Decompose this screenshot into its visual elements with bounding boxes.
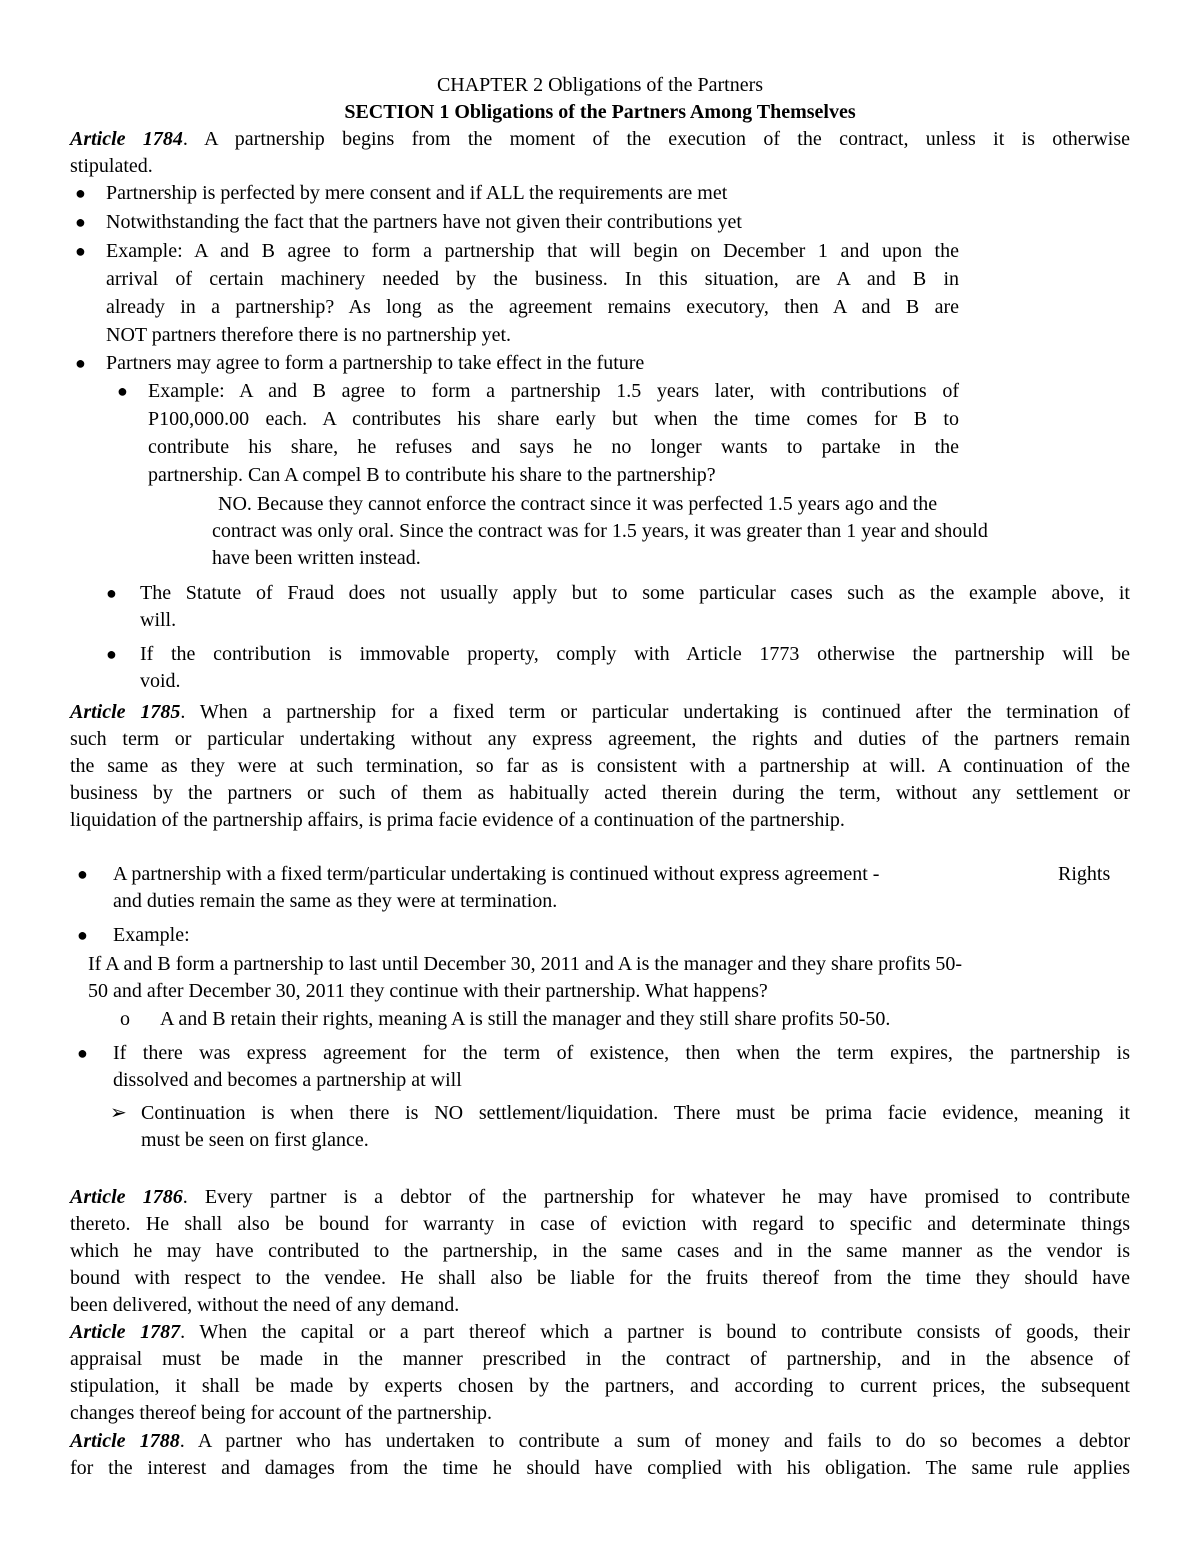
- example-text: If A and B form a partnership to last until December 30, 2011 and A is the manager and they share profits 50-: [88, 953, 963, 975]
- bullet-icon: ●: [75, 212, 86, 232]
- arrow-bullet-icon: ➢: [110, 1102, 127, 1124]
- list-item: Partners may agree to form a partnership to take effect in the future: [106, 352, 645, 374]
- article-1788-line: Article 1788. A partner who has undertaken to contribute a sum of money and fails to do so becomes a debtor: [70, 1430, 1131, 1452]
- article-1787-label: Article 1787: [70, 1321, 181, 1343]
- article-1785-line: liquidation of the partnership affairs, is prima facie evidence of a continuation of the partnership.: [70, 809, 845, 831]
- list-item-cont: already in a partnership? As long as the agreement remains executory, then A and B are: [106, 296, 959, 318]
- article-1785-line: Article 1785. When a partnership for a fixed term or particular undertaking is continued after the termination of: [70, 701, 1130, 723]
- answer-text: NO. Because they cannot enforce the contract since it was perfected 1.5 years ago and the: [218, 493, 938, 515]
- article-1787-line: appraisal must be made in the manner prescribed in the contract of partnership, and in the absence of: [70, 1348, 1130, 1370]
- sub-list-item-cont: partnership. Can A compel B to contribute his share to the partnership?: [148, 464, 716, 486]
- answer-text: have been written instead.: [212, 547, 421, 569]
- bullet-icon: ●: [77, 925, 88, 945]
- bullet-icon: ●: [75, 183, 86, 203]
- list-item: Example: A and B agree to form a partnership that will begin on December 1 and upon the: [106, 240, 959, 262]
- article-1787-line: Article 1787. When the capital or a part thereof which a partner is bound to contribute consists of goods, their: [70, 1321, 1131, 1343]
- o-bullet-icon: o: [120, 1008, 130, 1030]
- answer-text: contract was only oral. Since the contract was for 1.5 years, it was greater than 1 year and should: [212, 520, 988, 542]
- bullet-icon: ●: [77, 864, 88, 884]
- list-item: Example:: [113, 924, 190, 946]
- sub-list-item: Continuation is when there is NO settlement/liquidation. There must be prima facie evidence, meaning it: [141, 1102, 1130, 1124]
- bullet-icon: ●: [75, 241, 86, 261]
- bullet-icon: ●: [117, 381, 128, 401]
- sub-list-item-cont: contribute his share, he refuses and says he no longer wants to partake in the: [148, 436, 959, 458]
- article-1786-line: Article 1786. Every partner is a debtor of the partnership for whatever he may have promised to contribute: [70, 1186, 1131, 1208]
- article-1785-label: Article 1785: [70, 701, 181, 723]
- example-text: 50 and after December 30, 2011 they continue with their partnership. What happens?: [88, 980, 768, 1002]
- bullet-icon: ●: [106, 644, 117, 664]
- list-item-cont: arrival of certain machinery needed by the business. In this situation, are A and B in: [106, 268, 959, 290]
- sub-list-item: If the contribution is immovable property, comply with Article 1773 otherwise the partnership will be: [140, 643, 1130, 665]
- article-1785-line: such term or particular undertaking without any express agreement, the rights and duties of the partners remain: [70, 728, 1130, 750]
- article-1786-line: thereto. He shall also be bound for warranty in case of eviction with regard to specific and determinate things: [70, 1213, 1130, 1235]
- list-item: Notwithstanding the fact that the partners have not given their contributions yet: [106, 211, 742, 233]
- list-item: Partnership is perfected by mere consent and if ALL the requirements are met: [106, 182, 728, 204]
- article-1787-line: changes thereof being for account of the partnership.: [70, 1402, 493, 1424]
- article-1786-label: Article 1786: [70, 1186, 183, 1208]
- bullet-icon: ●: [75, 353, 86, 373]
- bullet-icon: ●: [106, 583, 117, 603]
- article-1785-line: the same as they were at such termination, so far as is consistent with a partnership at will. A continuation of the: [70, 755, 1130, 777]
- article-1784-line: stipulated.: [70, 155, 153, 177]
- list-item-cont: and duties remain the same as they were at termination.: [113, 890, 558, 912]
- sub-list-item: The Statute of Fraud does not usually apply but to some particular cases such as the example above, it: [140, 582, 1130, 604]
- article-1784-label: Article 1784: [70, 128, 183, 150]
- article-1788-line: for the interest and damages from the time he should have complied with his obligation. The same rule applies: [70, 1457, 1130, 1479]
- article-1784-line: Article 1784. A partnership begins from the moment of the execution of the contract, unless it is otherwise: [70, 128, 1131, 150]
- article-1787-line: stipulation, it shall be made by experts chosen by the partners, and according to current prices, the subsequent: [70, 1375, 1130, 1397]
- article-1786-line: which he may have contributed to the partnership, in the same cases and in the same manner as the vendor is: [70, 1240, 1130, 1262]
- article-1788-label: Article 1788: [70, 1430, 180, 1452]
- list-item: A partnership with a fixed term/particular undertaking is continued without express agreement -: [113, 863, 880, 885]
- sub-list-item-cont: P100,000.00 each. A contributes his share early but when the time comes for B to: [148, 408, 959, 430]
- sub-list-item-cont: void.: [140, 670, 181, 692]
- sub-list-item: A and B retain their rights, meaning A is still the manager and they still share profits 50-50.: [160, 1008, 891, 1030]
- chapter-title: CHAPTER 2 Obligations of the Partners: [436, 74, 764, 96]
- sub-list-item: Example: A and B agree to form a partnership 1.5 years later, with contributions of: [148, 380, 959, 402]
- section-title: SECTION 1 Obligations of the Partners Among Themselves: [344, 101, 856, 123]
- bullet-icon: ●: [77, 1043, 88, 1063]
- list-item-cont: NOT partners therefore there is no partnership yet.: [106, 324, 512, 346]
- article-1786-line: been delivered, without the need of any demand.: [70, 1294, 460, 1316]
- article-1785-line: business by the partners or such of them as habitually acted therein during the term, without any settlement or: [70, 782, 1130, 804]
- article-1786-line: bound with respect to the vendee. He shall also be liable for the fruits thereof from the time they should have: [70, 1267, 1130, 1289]
- list-item: If there was express agreement for the term of existence, then when the term expires, the partnership is: [113, 1042, 1130, 1064]
- list-item: Rights: [1058, 863, 1111, 885]
- list-item-cont: dissolved and becomes a partnership at will: [113, 1069, 462, 1091]
- sub-list-item-cont: must be seen on first glance.: [141, 1129, 369, 1151]
- sub-list-item-cont: will.: [140, 609, 177, 631]
